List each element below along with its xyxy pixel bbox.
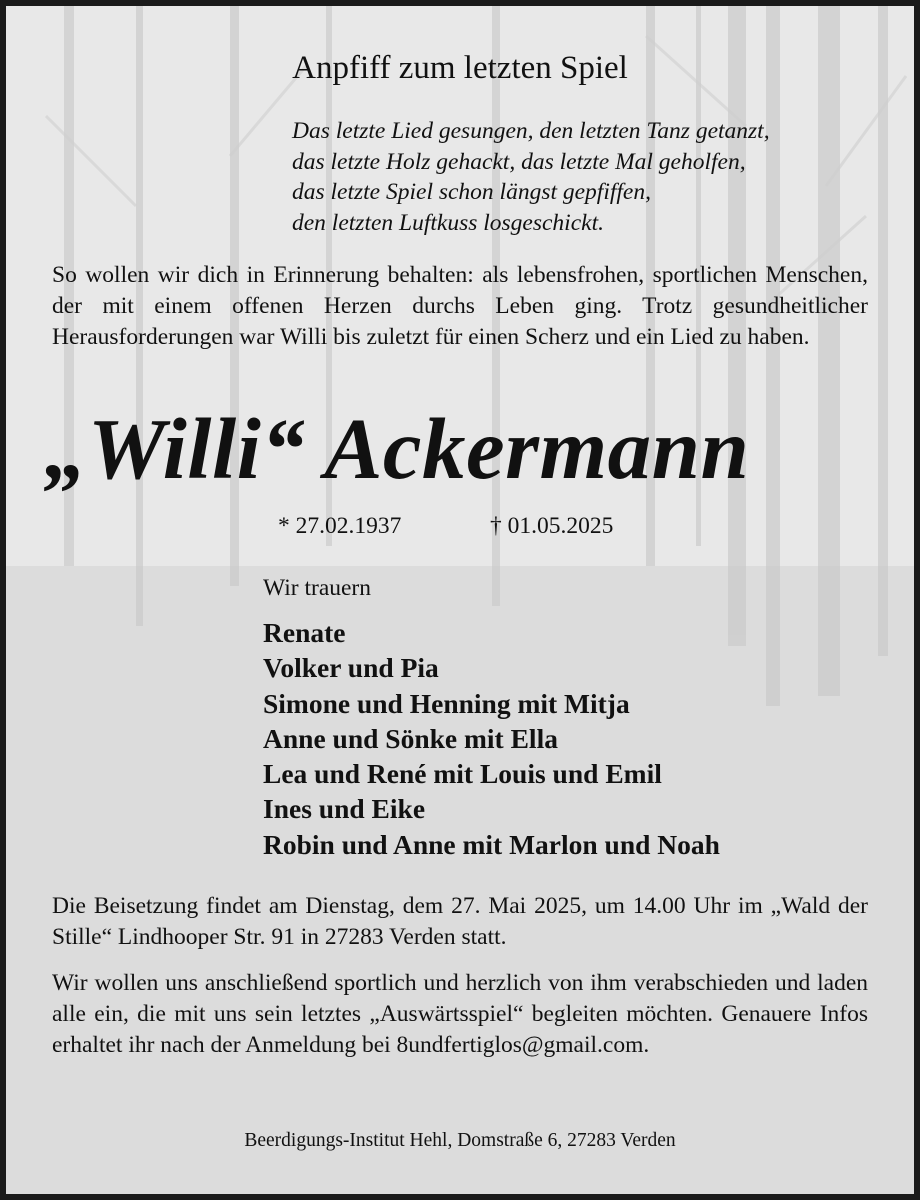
deceased-name: „Willi“ Ackermann [44,400,750,497]
mourner-entry: Anne und Sönke mit Ella [263,722,558,754]
poem [292,116,770,238]
burial-info: Die Beisetzung findet am Dienstag, dem 27. Mai 2025, um 14.00 Uhr im „Wald der Stille“ Lindhooper Str. 91 in 27283 Verden statt. [52,893,868,950]
mourner-entry: Renate [263,617,346,648]
mourning-label: Wir trauern [263,575,372,601]
mourner-entry: Robin und Anne mit Marlon und Noah [263,828,720,860]
mourner-entry: Volker und Pia [263,652,439,684]
poem-line: Das letzte Lied gesungen, den letzten Tanz getanzt, [292,118,770,144]
mourner-entry: Ines und Eike [263,793,426,825]
death-date: † 01.05.2025 [490,513,614,539]
poem-line: den letzten Luftkuss losgeschickt. [292,209,604,236]
heading: Anpfiff zum letzten Spiel [292,50,628,86]
mourner-entry: Lea und René mit Louis und Emil [263,758,662,790]
obituary-page [6,6,914,1194]
poem-line: das letzte Spiel schon längst gepfiffen, [292,179,651,205]
funeral-home: Beerdigungs-Institut Hehl, Domstraße 6, 27283 Verden [244,1130,676,1151]
farewell-info: Wir wollen uns anschließend sportlich und herzlich von ihm verabschieden und laden alle ein, die mit uns sein letztes „Auswärtsspiel“ begleiten möchten. Genauere Infos erhaltet ihr nach der Anmeldung bei 8undfertiglos@gmail.com. [52,970,868,1058]
birth-date: * 27.02.1937 [278,513,402,539]
mourners-list [263,615,720,862]
mourner-entry: Simone und Henning mit Mitja [263,687,630,719]
intro-paragraph: So wollen wir dich in Erinnerung behalten: als lebensfrohen, sportlichen Menschen, der mit einem offenen Herzen durchs Leben ging. Trotz gesundheitlicher Herausforderungen war Willi bis zuletzt für einen Scherz und ein Lied zu haben. [52,262,868,350]
poem-line: das letzte Holz gehackt, das letzte Mal geholfen, [292,148,746,175]
